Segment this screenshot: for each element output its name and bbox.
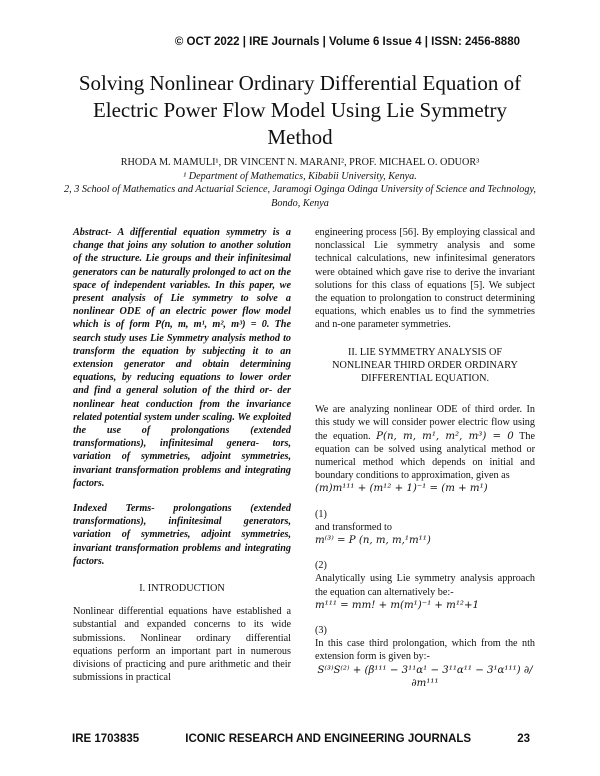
- equation-inline-p: P(n, m, m¹, m², m³) = 0: [376, 430, 514, 442]
- paper-title: Solving Nonlinear Ordinary Differential Equation of Electric Power Flow Model Using Lie Symmetry Method: [78, 71, 522, 149]
- page-footer: [72, 733, 530, 745]
- section2-p2-text: The equation can be solved using analytical method or numerical method which depends on initial and boundary conditions to approximation, given as: [315, 430, 535, 482]
- equation-3: m¹¹¹ = mm! + m(m¹)⁻¹ + m¹²+1: [315, 599, 480, 611]
- section2-paragraph-4: In this case third prolongation, which from the nth extension form is given by:-: [315, 638, 535, 663]
- left-column: [73, 226, 291, 685]
- index-terms: Indexed Terms- prolongations (extended transformations), infinitesimal generators, variation of symmetries, adjoint symmetries, invariant transformation problems and integrating factors.: [73, 503, 291, 567]
- introduction-text: Nonlinear differential equations have established a substantial and expanded concerns to its wide submissions. Nonlinear ordinary differential equations perform an important part in numerous divisions of practicing and pure arithmetic and their submissions in practical: [73, 606, 291, 684]
- equation-2-number: (2): [315, 560, 327, 572]
- section2-p1-text: We are analyzing nonlinear ODE of third order. In this study we will consider power electric flow using the equation.: [315, 404, 535, 442]
- equation-1-number: (1): [315, 508, 327, 520]
- transformed-text: and transformed to: [315, 521, 392, 533]
- page-number: 23: [517, 733, 530, 745]
- equation-3-number: (3): [315, 625, 327, 637]
- footer-id: IRE 1703835: [72, 733, 140, 745]
- equation-1: (m)m¹¹¹ + (m¹² + 1)⁻¹ = (m + m¹): [315, 483, 488, 495]
- equation-2: m⁽³⁾ = P (n, m, m,¹m¹¹): [315, 535, 431, 547]
- journal-header: © OCT 2022 | IRE Journals | Volume 6 Issue 4 | ISSN: 2456-8880: [174, 36, 520, 48]
- intro-continuation: engineering process [56]. By employing classical and nonclassical Lie symmetry analysis and some technical calculations, new infinitesimal generators were obtained which gave rise to derive the invariant solutions for this class of equations [5]. We subject the equation to prolongation to construct determining equations, which enables us to find the symmetries and n-one parameter symmetries.: [315, 227, 535, 331]
- affiliation-2: 2, 3 School of Mathematics and Actuarial Science, Jaramogi Oginga Odinga University of Science and Technology, Bondo, Kenya: [64, 184, 536, 209]
- footer-journal: ICONIC RESEARCH AND ENGINEERING JOURNALS: [185, 733, 472, 745]
- section-heading-introduction: I. INTRODUCTION: [139, 583, 225, 595]
- equation-4: S⁽³⁾S⁽²⁾ + (β¹¹¹ − 3¹¹α¹ − 3¹¹α¹¹ − 3¹α¹¹¹) ∂/∂m¹¹¹: [317, 664, 533, 689]
- right-column: [315, 226, 535, 690]
- section-heading-lie-symmetry: II. LIE SYMMETRY ANALYSIS OF NONLINEAR THIRD ORDER ORDINARY DIFFERENTIAL EQUATION.: [332, 346, 518, 385]
- affiliation-1: ¹ Department of Mathematics, Kibabii University, Kenya.: [183, 170, 417, 182]
- section2-paragraph-1: [315, 403, 535, 482]
- section2-paragraph-3: Analytically using Lie symmetry analysis approach the equation can alternatively be:-: [315, 573, 535, 598]
- abstract: Abstract- A differential equation symmetry is a change that joins any solution to another solution of the structure. Lie groups and their infinitesimal generators can be naturally prolonged to act on the space of independent variables. In this paper, we present analysis of Lie symmetry to solve a nonlinear ODE of an electric power flow model which is of form P(n, m, m¹, m², m³) = 0. The search study uses Lie Symmetry analysis method to transform the equation by subjecting it to an extension generator and obtain determining equations, by reducing equations to lower order and find a general solution of the third or- der nonlinear heat conduction from the invariance related potential system under scaling. We exploited the use of prolongations (extended transformations), infinitesimal genera- tors, variation of symmetries, adjoint symmetries, invariant transformation problems and integrating factors.: [73, 227, 291, 489]
- author-block: [60, 156, 540, 210]
- author-names: RHODA M. MAMULI¹, DR VINCENT N. MARANI², PROF. MICHAEL O. ODUOR³: [120, 157, 480, 168]
